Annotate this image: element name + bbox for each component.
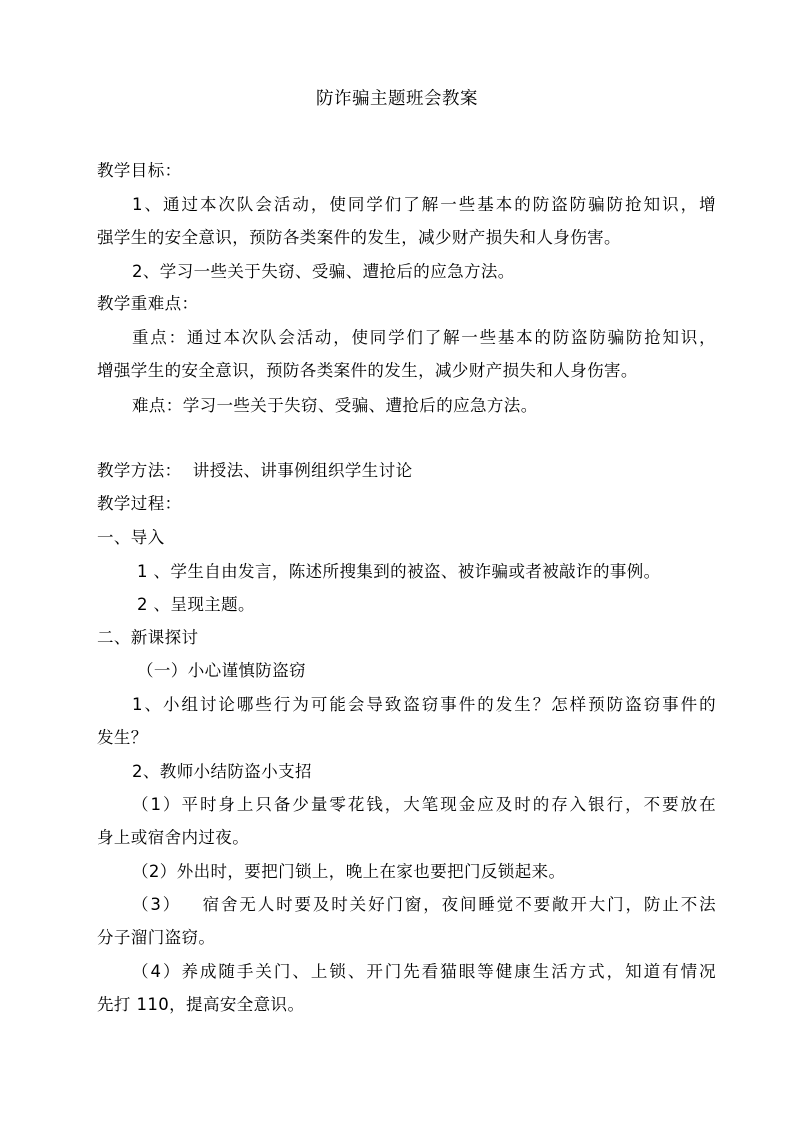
tip-4-line-2: 先打 110，提高安全意识。	[97, 995, 305, 1014]
intro-item-2: 2 、呈现主题。	[137, 595, 255, 614]
teaching-methods: 教学方法： 讲授法、讲事例组织学生讨论	[97, 461, 413, 480]
key-points-heading: 教学重难点：	[97, 294, 199, 313]
discussion-line-2: 发生？	[97, 728, 148, 747]
tip-1-line-1: （1）平时身上只备少量零花钱，大笔现金应及时的存入银行，不要放在	[132, 795, 716, 814]
tip-4-line-1: （4）养成随手关门、上锁、开门先看猫眼等健康生活方式，知道有情况	[132, 962, 716, 981]
section-2-heading: 二、新课探讨	[97, 628, 199, 647]
teacher-summary: 2、教师小结防盗小支招	[132, 762, 312, 781]
page-title: 防诈骗主题班会教案	[316, 89, 478, 109]
objectives-heading: 教学目标：	[97, 161, 182, 180]
objective-2: 2、学习一些关于失窃、受骗、遭抢后的应急方法。	[132, 262, 515, 281]
tip-3-line-2: 分子溜门盗窃。	[97, 928, 216, 947]
tip-3-line-1: （3） 宿舍无人时要及时关好门窗，夜间睡觉不要敞开大门，防止不法	[132, 895, 716, 914]
section-1-heading: 一、导入	[97, 528, 165, 547]
intro-item-1: 1 、学生自由发言，陈述所搜集到的被盗、被诈骗或者被敲诈的事例。	[137, 562, 661, 581]
process-heading: 教学过程：	[97, 494, 182, 513]
tip-2: （2）外出时，要把门锁上，晚上在家也要把门反锁起来。	[132, 862, 566, 881]
objective-1-line-1: 1、通过本次队会活动，使同学们了解一些基本的防盗防骗防抢知识，增	[132, 195, 716, 214]
discussion-line-1: 1、小组讨论哪些行为可能会导致盗窃事件的发生？怎样预防盗窃事件的	[132, 695, 716, 714]
key-point-line-2: 增强学生的安全意识，预防各类案件的发生，减少财产损失和人身伤害。	[97, 361, 638, 380]
tip-1-line-2: 身上或宿舍内过夜。	[97, 828, 250, 847]
objective-1-line-2: 强学生的安全意识，预防各类案件的发生，减少财产损失和人身伤害。	[97, 228, 621, 247]
subsection-1-heading: （一）小心谨慎防盗窃	[137, 661, 306, 680]
key-point-line-1: 重点：通过本次队会活动，使同学们了解一些基本的防盗防骗防抢知识，	[132, 328, 716, 347]
difficult-point: 难点：学习一些关于失窃、受骗、遭抢后的应急方法。	[132, 396, 538, 415]
